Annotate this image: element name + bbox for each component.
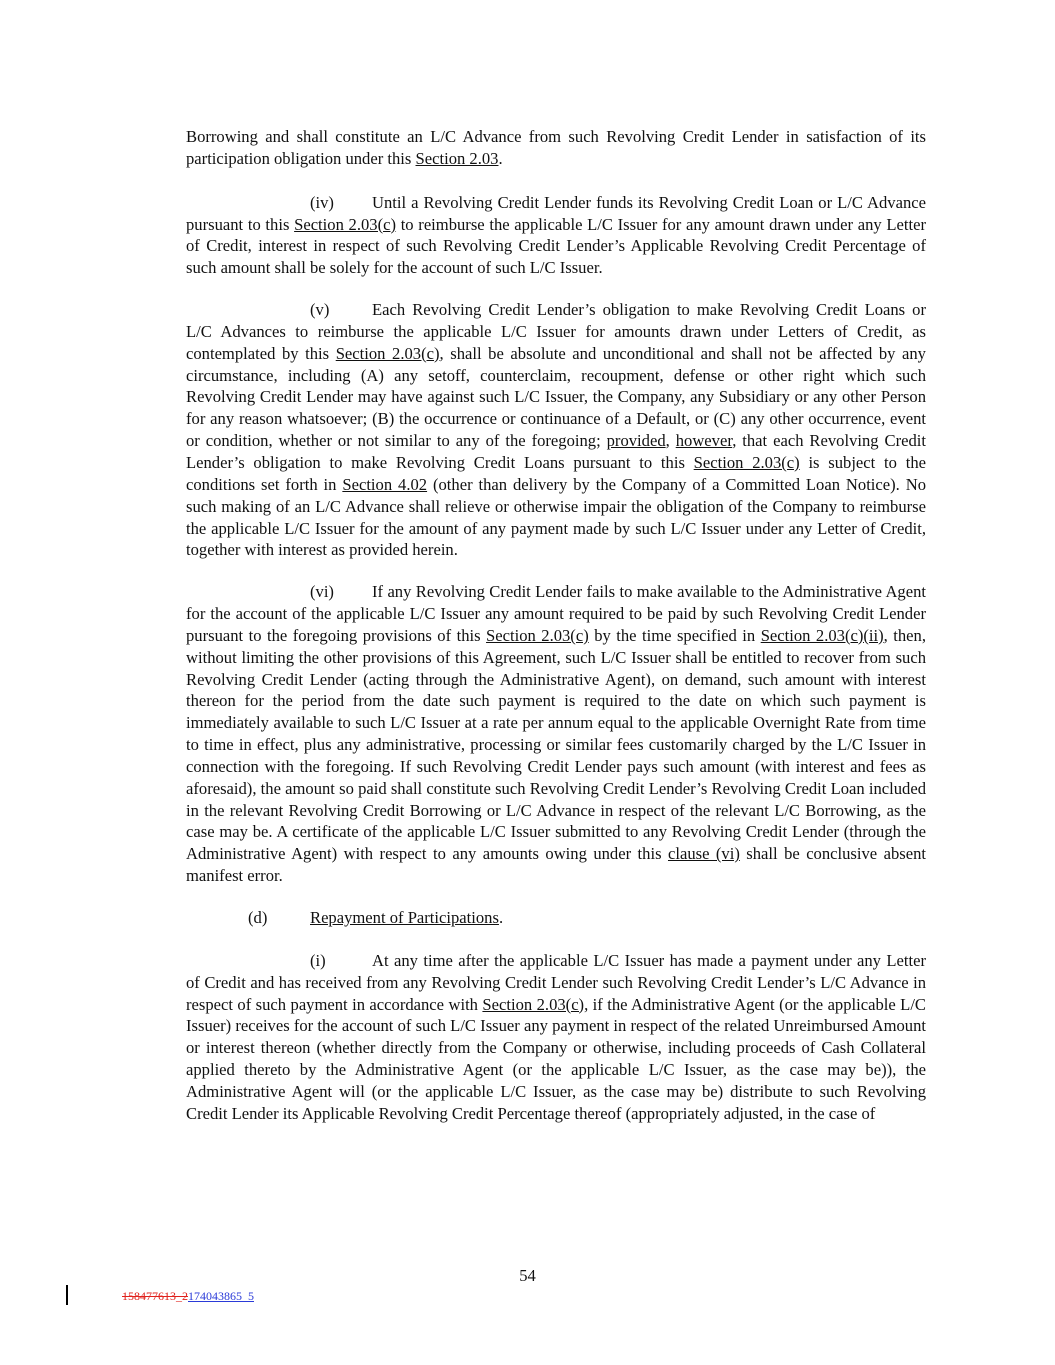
document-id (122, 1289, 254, 1304)
clause-number: (d) (248, 908, 268, 927)
clause-number: (v) (310, 300, 330, 320)
text: (other than delivery by the Company of a Committed Loan Notice). No such making of an L/C Advance shall relieve or otherwise impair the obligation of the Company to reimburse the applicable L/C Issuer for the amount of any payment made by such L/C Issuer under any Letter of Credit, together with interest as provided herein. (186, 474, 927, 560)
section-reference: Section 2.03(c) (486, 625, 589, 645)
text: by the time specified in (588, 625, 761, 645)
change-bar (66, 1285, 68, 1305)
document-id-inserted: 174043865_5 (188, 1289, 254, 1303)
paragraph-vi (186, 581, 926, 887)
text: . (498, 908, 504, 927)
defined-term: however (675, 431, 733, 451)
paragraph-d-i (186, 950, 926, 1125)
text: Borrowing and shall constitute an L/C Advance from such Revolving Credit Lender in satisfaction of its participation obligation under this (186, 127, 926, 168)
text: . (498, 148, 503, 168)
section-heading-d (186, 907, 926, 929)
page-number: 54 (519, 1266, 536, 1285)
document-body (186, 126, 926, 1145)
clause-number: (vi) (310, 582, 334, 602)
text: At any time after the applicable L/C Issuer has made a payment under any Letter of Credit and has received from any Revolving Credit Lender such Revolving Credit Lender’s L/C Advance in respect of such payment in accordance with (186, 950, 926, 1014)
paragraph-iv (186, 192, 926, 279)
clause-number: (iv) (310, 192, 334, 212)
section-reference: Section 2.03(c) (335, 343, 440, 363)
text: is subject to the conditions set forth in (186, 452, 926, 494)
paragraph-continuation (186, 126, 926, 170)
text: , (665, 431, 676, 451)
clause-number: (i) (310, 950, 326, 970)
text: , shall be absolute and unconditional and shall not be affected by any circumstance, including (A) any setoff, counterclaim, recoupment, defense or other right which such Revolving Credit Lender may have against such L/C Issuer, the Company, any Subsidiary or any other Person for any reason whatsoever; (B) the occurrence or continuance of a Default, or (C) any other occurrence, event or condition, whether or not similar to any of the foregoing; (186, 343, 926, 451)
text: , then, without limiting the other provisions of this Agreement, such L/C Issuer shall be entitled to recover from such Revolving Credit Lender (acting through the Administrative Agent), on demand, such amount with interest thereon for the period from the date such payment is required to the date on which such payment is immediately available to such L/C Issuer at a rate per annum equal to the applicable Overnight Rate from time to time in effect, plus any administrative, processing or similar fees customarily charged by the L/C Issuer in connection with the foregoing. If such Revolving Credit Lender pays such amount (with interest and fees as aforesaid), the amount so paid shall constitute such Revolving Credit Lender’s Revolving Credit Loan included in the relevant Revolving Credit Borrowing or L/C Advance in respect of the relevant L/C Borrowing, as the case may be. A certificate of the applicable L/C Issuer submitted to any Revolving Credit Lender (through the Administrative Agent) with respect to any amounts owing under this (186, 625, 926, 864)
document-id-deleted: 158477613_2 (122, 1289, 188, 1303)
section-reference: Section 2.03 (415, 148, 499, 168)
text: , that each Revolving Credit Lender’s obligation to make Revolving Credit Loans pursuant to this (186, 431, 926, 472)
defined-term: provided (606, 431, 666, 451)
section-reference: Section 2.03(c) (693, 452, 800, 472)
text: , if the Administrative Agent (or the applicable L/C Issuer) receives for the account of such L/C Issuer any payment in respect of the related Unreimbursed Amount or interest thereon (whether directly from the Company or otherwise, including proceeds of Cash Collateral applied thereto by the Administrative Agent (or the applicable L/C Issuer, as the case may be)), the Administrative Agent will (or the applicable L/C Issuer, as the case may be) distribute to such Revolving Credit Lender its Applicable Revolving Credit Percentage thereof (appropriately adjusted, in the case of (186, 994, 926, 1123)
clause-reference: clause (vi) (667, 844, 740, 864)
section-reference: Section 2.03(c) (482, 994, 585, 1014)
text: shall be conclusive absent manifest error. (186, 844, 926, 886)
paragraph-v (186, 299, 926, 561)
section-reference: Section 2.03(c)(ii) (760, 625, 884, 645)
section-reference: Section 4.02 (342, 474, 428, 494)
text: Until a Revolving Credit Lender funds its Revolving Credit Loan or L/C Advance pursuant to this (186, 192, 926, 234)
heading-title: Repayment of Participations (310, 908, 499, 927)
text: Each Revolving Credit Lender’s obligation to make Revolving Credit Loans or L/C Advances to reimburse the applicable L/C Issuer for amounts drawn under Letters of Credit, as contemplated by this (186, 300, 926, 363)
text: If any Revolving Credit Lender fails to make available to the Administrative Agent for the account of the applicable L/C Issuer any amount required to be paid by such Revolving Credit Lender pursuant to the foregoing provisions of this (186, 582, 926, 645)
text: to reimburse the applicable L/C Issuer for any amount drawn under any Letter of Credit, interest in respect of such Revolving Credit Lender’s Applicable Revolving Credit Percentage of such amount shall be solely for the account of such L/C Issuer. (186, 214, 926, 278)
section-reference: Section 2.03(c) (294, 214, 397, 234)
